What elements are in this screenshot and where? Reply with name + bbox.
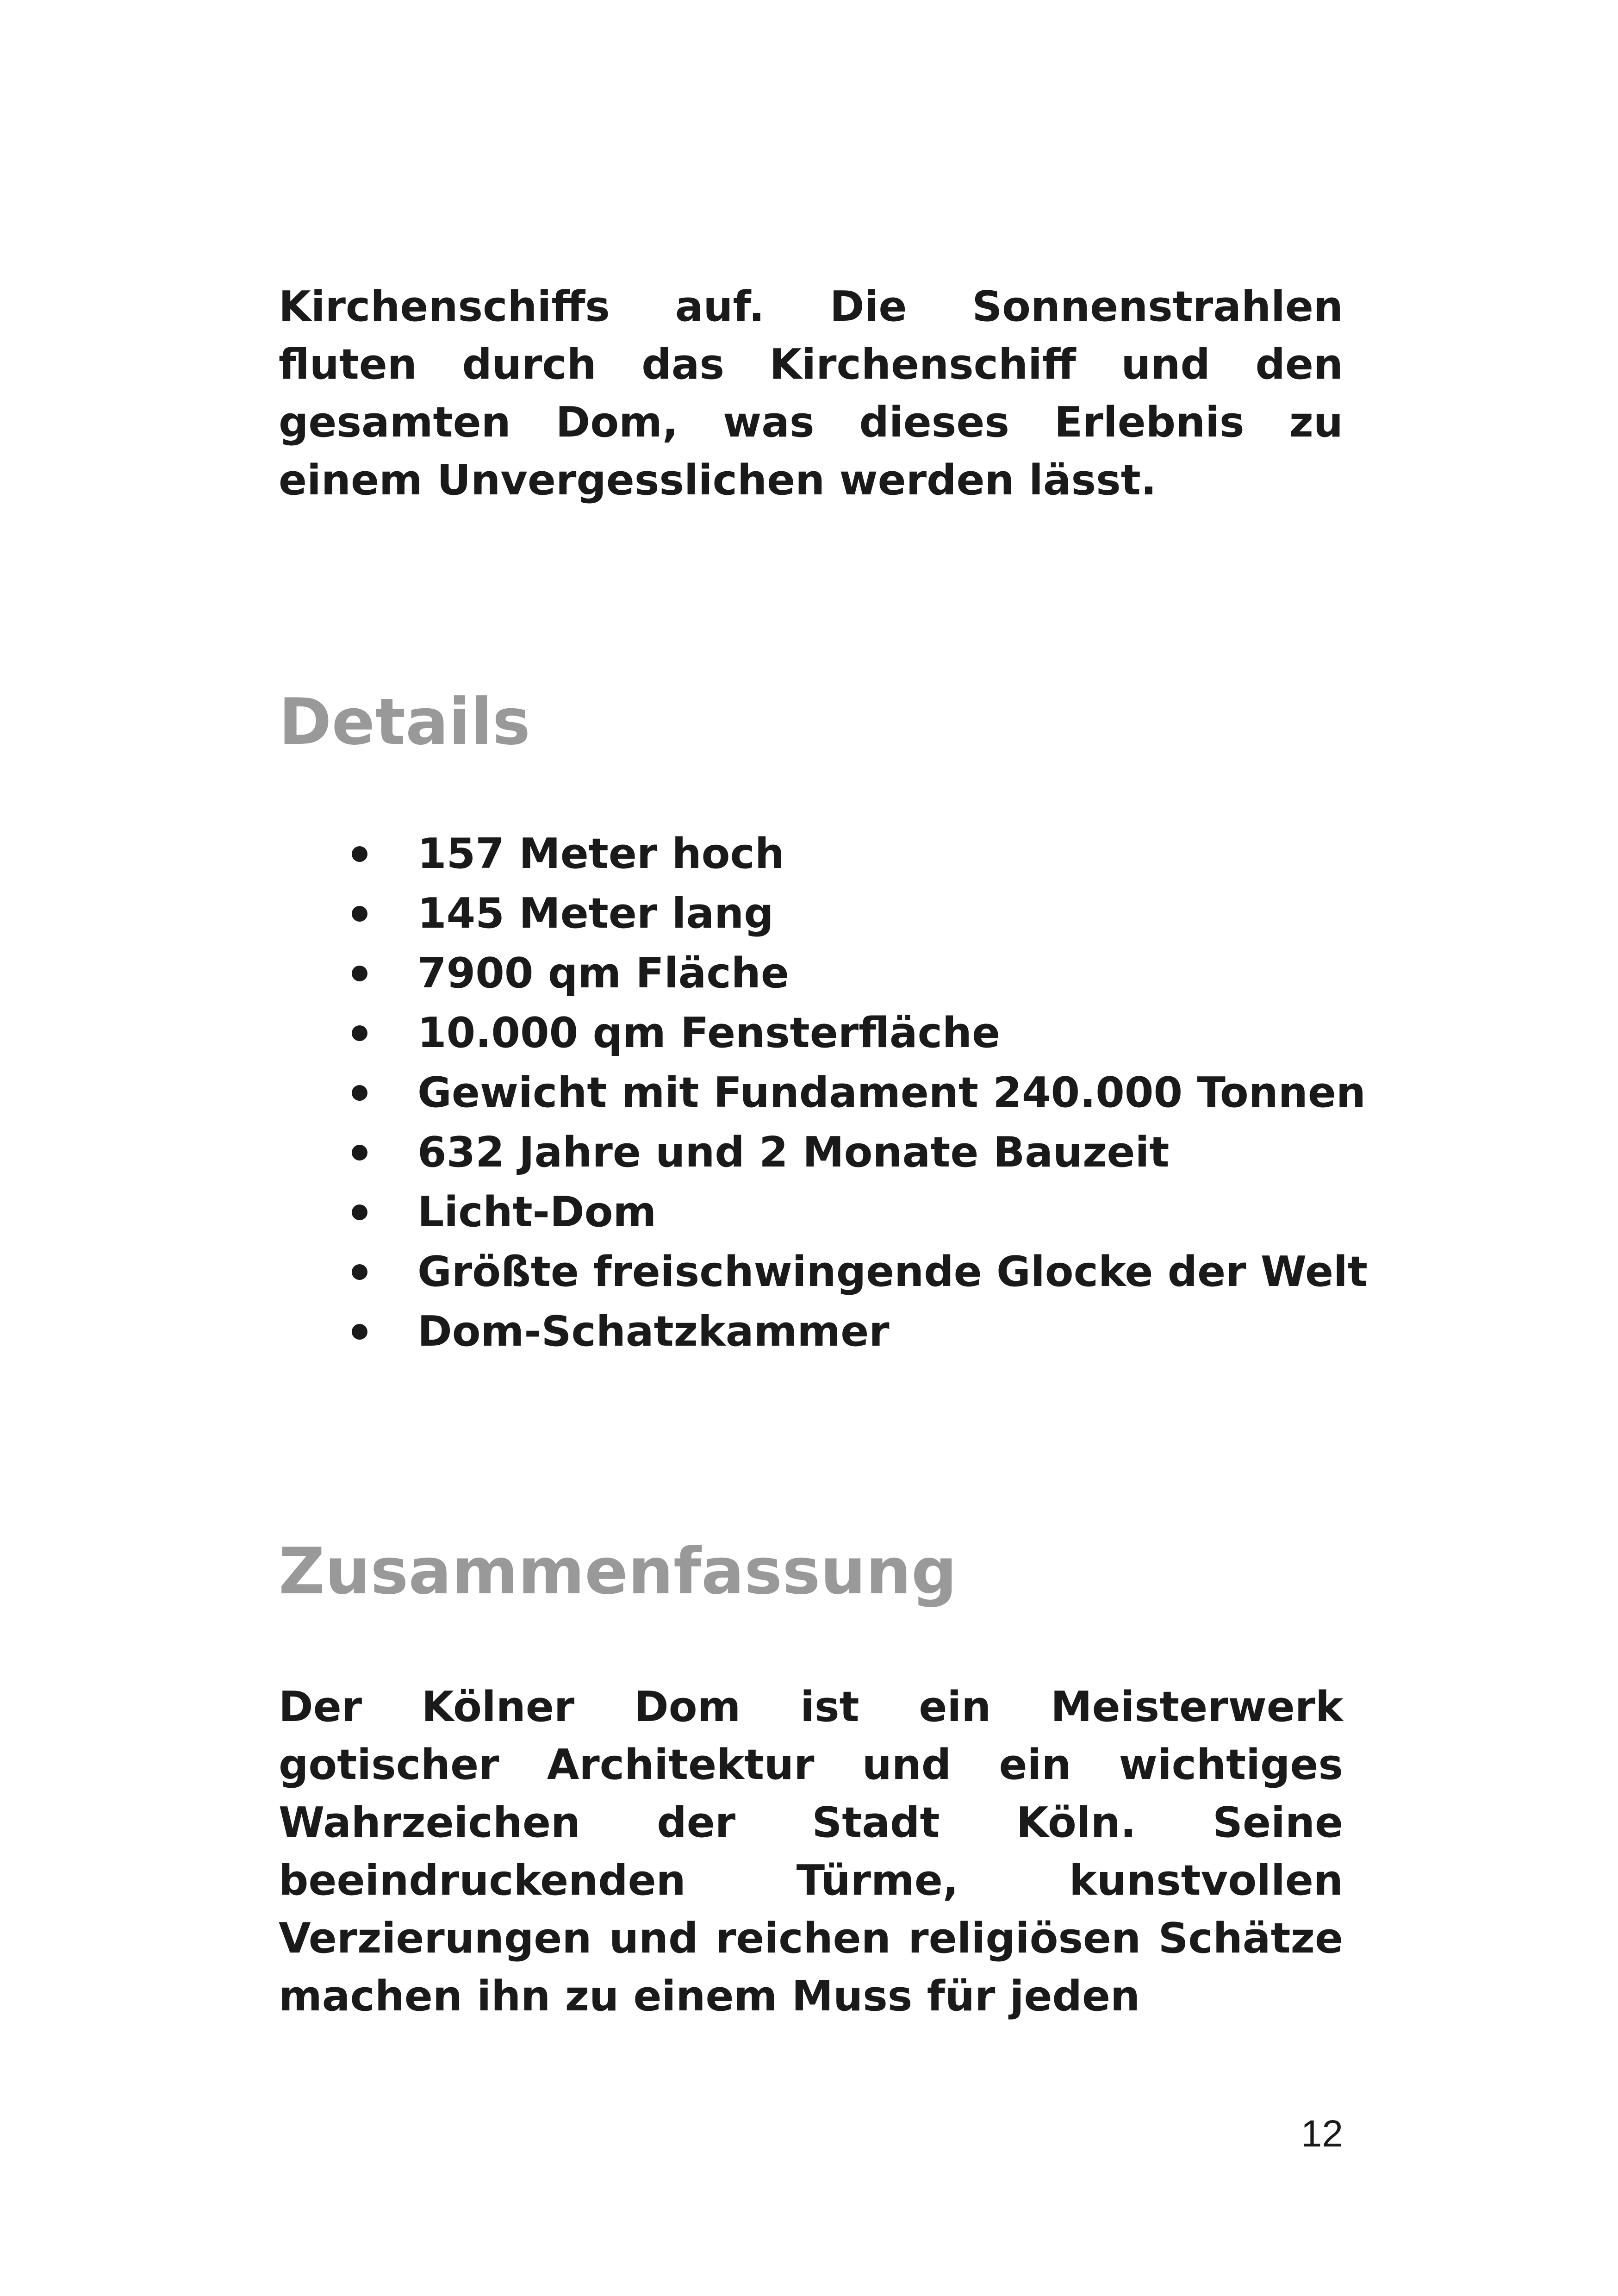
- list-item-text: Licht-Dom: [417, 1188, 657, 1236]
- list-item-text: 157 Meter hoch: [417, 830, 784, 878]
- list-item-text: Dom-Schatzkammer: [417, 1307, 890, 1356]
- page-number: 12: [1301, 2113, 1343, 2155]
- list-item-text: Gewicht mit Fundament 240.000 Tonnen: [417, 1068, 1366, 1117]
- list-item: [279, 1182, 1368, 1242]
- details-list: [279, 824, 1368, 1361]
- list-item: [279, 1003, 1368, 1063]
- bullet-icon: [352, 906, 367, 922]
- list-item-text: Größte freischwingende Glocke der Welt: [417, 1248, 1368, 1296]
- list-item: [279, 943, 1368, 1003]
- list-item: [279, 1242, 1368, 1302]
- list-item: [279, 1063, 1368, 1123]
- list-item-text: 632 Jahre und 2 Monate Bauzeit: [417, 1128, 1170, 1177]
- bullet-icon: [352, 1085, 367, 1101]
- list-item: [279, 1302, 1368, 1361]
- bullet-icon: [352, 1264, 367, 1280]
- list-item: [279, 1123, 1368, 1182]
- list-item: [279, 884, 1368, 943]
- list-item-text: 145 Meter lang: [417, 889, 774, 938]
- intro-paragraph: Kirchenschiffs auf. Die Sonnenstrahlen fluten durch das Kirchenschiff und den gesamten Dom, was dieses Erlebnis zu einem Unvergesslichen werden lässt.: [279, 282, 1343, 505]
- list-item: [279, 824, 1368, 884]
- bullet-icon: [352, 1324, 367, 1340]
- bullet-icon: [352, 1025, 367, 1041]
- summary-heading: Zusammenfassung: [279, 1534, 957, 1609]
- list-item-text: 7900 qm Fläche: [417, 949, 789, 998]
- summary-paragraph: Der Kölner Dom ist ein Meisterwerk gotischer Architektur und ein wichtiges Wahrzeichen der Stadt Köln. Seine beeindruckenden Türme, kunstvollen Verzierungen und reichen religiösen Schätze machen ihn zu einem Muss für jeden: [279, 1683, 1343, 2021]
- bullet-icon: [352, 1145, 367, 1160]
- details-heading: Details: [279, 685, 530, 759]
- bullet-icon: [352, 846, 367, 862]
- list-item-text: 10.000 qm Fensterfläche: [417, 1009, 1001, 1057]
- bullet-icon: [352, 966, 367, 981]
- bullet-icon: [352, 1204, 367, 1220]
